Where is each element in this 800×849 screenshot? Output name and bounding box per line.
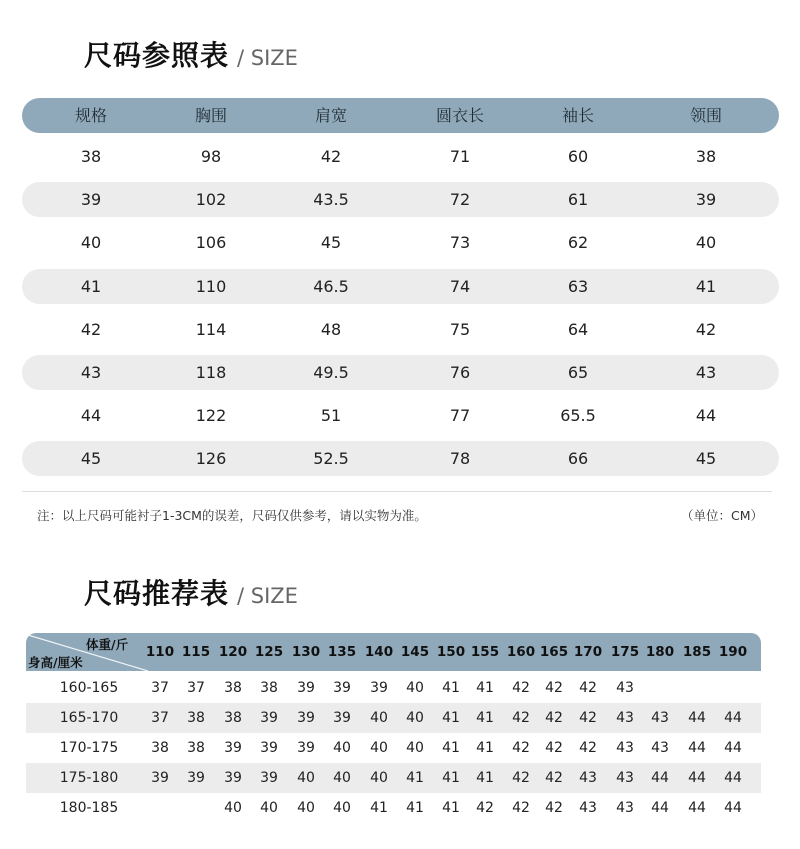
- table-cell: 51: [320, 406, 342, 426]
- size-cell: 40: [406, 680, 424, 696]
- size-cell: 40: [333, 800, 351, 816]
- height-range-label: 170-175: [59, 740, 119, 756]
- table-cell: 66: [567, 449, 589, 469]
- weight-column-header: 175: [610, 644, 640, 660]
- size-cell: 40: [297, 770, 315, 786]
- size-cell: 43: [651, 740, 669, 756]
- size-cell: 41: [406, 800, 424, 816]
- table-cell: 65.5: [560, 406, 596, 426]
- size-cell: 42: [579, 740, 597, 756]
- size-cell: 44: [724, 770, 742, 786]
- table-cell: 64: [567, 319, 589, 339]
- size-cell: 38: [187, 710, 205, 726]
- table-row: [26, 673, 761, 703]
- size-cell: 43: [579, 800, 597, 816]
- size-cell: 41: [442, 680, 460, 696]
- table-cell: 42: [80, 319, 102, 339]
- size-cell: 40: [224, 800, 242, 816]
- table-cell: 65: [567, 363, 589, 382]
- size-cell: 37: [151, 680, 169, 696]
- size-cell: 41: [442, 800, 460, 816]
- size-cell: 39: [260, 710, 278, 726]
- size-cell: 40: [333, 770, 351, 786]
- table-row: [22, 355, 779, 390]
- table-cell: 43: [80, 363, 102, 382]
- table-row: [26, 793, 761, 823]
- title-subtitle: / SIZE: [237, 46, 298, 70]
- weight-column-header: 170: [573, 644, 603, 660]
- size-cell: 44: [724, 800, 742, 816]
- size-cell: 44: [724, 710, 742, 726]
- size-cell: 39: [187, 770, 205, 786]
- table-cell: 72: [449, 190, 471, 210]
- size-cell: 42: [512, 710, 530, 726]
- size-cell: 40: [260, 800, 278, 816]
- size-cell: 38: [224, 680, 242, 696]
- size-cell: 39: [297, 710, 315, 726]
- table-cell: 102: [195, 190, 227, 210]
- size-note: 注：以上尺码可能衬子1-3CM的误差，尺码仅供参考，请以实物为准。: [37, 508, 427, 523]
- table-cell: 肩宽: [314, 106, 348, 125]
- size-cell: 40: [406, 740, 424, 756]
- size-cell: 41: [476, 740, 494, 756]
- table-cell: 98: [200, 147, 222, 166]
- size-cell: 42: [512, 800, 530, 816]
- title-text: 尺码推荐表: [84, 577, 230, 610]
- weight-column-header: 180: [645, 644, 675, 660]
- size-cell: 39: [297, 680, 315, 696]
- table-cell: 规格: [74, 106, 108, 125]
- table-cell: 60: [567, 147, 589, 166]
- height-range-label: 165-170: [59, 710, 119, 726]
- table-row: [26, 763, 761, 793]
- unit-note: （单位：CM）: [681, 508, 764, 523]
- table-row: [22, 269, 779, 304]
- size-cell: 44: [651, 800, 669, 816]
- table-cell: 62: [567, 233, 589, 253]
- weight-column-header: 120: [218, 644, 248, 660]
- size-cell: 41: [476, 770, 494, 786]
- table-row: [22, 312, 779, 347]
- size-cell: 40: [370, 770, 388, 786]
- size-cell: 42: [579, 680, 597, 696]
- table-row: [26, 703, 761, 733]
- weight-column-header: 185: [682, 644, 712, 660]
- size-cell: 42: [512, 770, 530, 786]
- weight-column-header: 160: [506, 644, 536, 660]
- recommend-table-title: [84, 572, 298, 612]
- size-cell: 42: [545, 710, 563, 726]
- table-cell: 61: [567, 190, 589, 210]
- title-text: 尺码参照表: [84, 39, 230, 72]
- size-cell: 41: [406, 770, 424, 786]
- size-cell: 39: [297, 740, 315, 756]
- recommend-table-header: [26, 633, 761, 671]
- size-cell: 42: [545, 800, 563, 816]
- size-cell: 43: [616, 740, 634, 756]
- size-cell: 37: [187, 680, 205, 696]
- size-cell: 38: [224, 710, 242, 726]
- height-range-label: 180-185: [59, 800, 119, 816]
- size-cell: 39: [224, 770, 242, 786]
- size-cell: 40: [370, 710, 388, 726]
- table-cell: 45: [80, 449, 102, 469]
- size-cell: 43: [616, 800, 634, 816]
- table-cell: 41: [695, 276, 717, 296]
- size-cell: 38: [151, 740, 169, 756]
- height-range-label: 175-180: [59, 770, 119, 786]
- divider: [22, 491, 772, 492]
- table-cell: 52.5: [313, 449, 349, 469]
- table-cell: 73: [449, 233, 471, 253]
- size-cell: 42: [579, 710, 597, 726]
- table-row: [22, 182, 779, 217]
- table-cell: 胸围: [194, 106, 228, 125]
- size-cell: 44: [688, 740, 706, 756]
- size-cell: 43: [651, 710, 669, 726]
- weight-axis-label: 体重/斤: [86, 637, 129, 652]
- table-cell: 46.5: [313, 276, 349, 296]
- size-cell: 37: [151, 710, 169, 726]
- size-cell: 43: [616, 680, 634, 696]
- size-cell: 42: [545, 740, 563, 756]
- table-cell: 40: [695, 233, 717, 253]
- size-cell: 41: [370, 800, 388, 816]
- table-cell: 45: [320, 233, 342, 253]
- size-table-title: [84, 34, 298, 74]
- height-axis-label: 身高/厘米: [28, 655, 83, 670]
- weight-column-header: 190: [718, 644, 748, 660]
- weight-column-header: 125: [254, 644, 284, 660]
- table-cell: 38: [80, 147, 102, 166]
- table-cell: 49.5: [313, 363, 349, 382]
- table-cell: 76: [449, 363, 471, 382]
- table-cell: 39: [695, 190, 717, 210]
- size-cell: 40: [370, 740, 388, 756]
- table-cell: 袖长: [561, 106, 595, 125]
- height-range-label: 160-165: [59, 680, 119, 696]
- table-cell: 39: [80, 190, 102, 210]
- size-cell: 43: [616, 770, 634, 786]
- size-cell: 40: [297, 800, 315, 816]
- weight-column-header: 155: [470, 644, 500, 660]
- weight-column-header: 110: [145, 644, 175, 660]
- size-cell: 44: [688, 770, 706, 786]
- table-row: [22, 139, 779, 174]
- size-cell: 42: [545, 770, 563, 786]
- size-cell: 43: [616, 710, 634, 726]
- size-cell: 40: [406, 710, 424, 726]
- size-cell: 41: [442, 740, 460, 756]
- title-subtitle: / SIZE: [237, 584, 298, 608]
- size-cell: 38: [260, 680, 278, 696]
- size-cell: 42: [545, 680, 563, 696]
- table-cell: 40: [80, 233, 102, 253]
- table-cell: 43: [695, 363, 717, 382]
- weight-column-header: 165: [539, 644, 569, 660]
- size-cell: 44: [688, 800, 706, 816]
- table-cell: 118: [195, 363, 227, 382]
- table-cell: 圆衣长: [435, 106, 485, 125]
- weight-column-header: 130: [291, 644, 321, 660]
- weight-column-header: 150: [436, 644, 466, 660]
- size-cell: 39: [151, 770, 169, 786]
- table-cell: 78: [449, 449, 471, 469]
- table-row: [22, 225, 779, 260]
- table-cell: 领围: [689, 106, 723, 125]
- size-cell: 44: [688, 710, 706, 726]
- size-cell: 39: [333, 680, 351, 696]
- weight-column-header: 140: [364, 644, 394, 660]
- weight-column-header: 115: [181, 644, 211, 660]
- table-cell: 106: [195, 233, 227, 253]
- table-cell: 44: [695, 406, 717, 426]
- size-cell: 41: [476, 710, 494, 726]
- table-cell: 126: [195, 449, 227, 469]
- table-cell: 44: [80, 406, 102, 426]
- size-cell: 41: [442, 710, 460, 726]
- table-cell: 41: [80, 276, 102, 296]
- table-cell: 48: [320, 319, 342, 339]
- table-row: [22, 398, 779, 433]
- table-row: [26, 733, 761, 763]
- table-header-row: [22, 98, 779, 133]
- size-cell: 39: [224, 740, 242, 756]
- size-cell: 42: [512, 680, 530, 696]
- table-cell: 43.5: [313, 190, 349, 210]
- size-cell: 44: [724, 740, 742, 756]
- table-cell: 63: [567, 276, 589, 296]
- table-cell: 45: [695, 449, 717, 469]
- table-cell: 114: [195, 319, 227, 339]
- size-cell: 39: [370, 680, 388, 696]
- weight-column-header: 135: [327, 644, 357, 660]
- size-cell: 43: [579, 770, 597, 786]
- size-cell: 41: [476, 680, 494, 696]
- weight-column-header: 145: [400, 644, 430, 660]
- size-cell: 39: [260, 770, 278, 786]
- table-cell: 38: [695, 147, 717, 166]
- table-cell: 75: [449, 319, 471, 339]
- size-cell: 42: [512, 740, 530, 756]
- table-cell: 122: [195, 406, 227, 426]
- table-cell: 74: [449, 276, 471, 296]
- table-cell: 42: [695, 319, 717, 339]
- size-cell: 44: [651, 770, 669, 786]
- table-cell: 42: [320, 147, 342, 166]
- size-cell: 38: [187, 740, 205, 756]
- size-cell: 39: [260, 740, 278, 756]
- size-cell: 40: [333, 740, 351, 756]
- table-cell: 110: [195, 276, 227, 296]
- table-row: [22, 441, 779, 476]
- table-cell: 71: [449, 147, 471, 166]
- table-cell: 77: [449, 406, 471, 426]
- size-cell: 39: [333, 710, 351, 726]
- size-cell: 41: [442, 770, 460, 786]
- size-cell: 42: [476, 800, 494, 816]
